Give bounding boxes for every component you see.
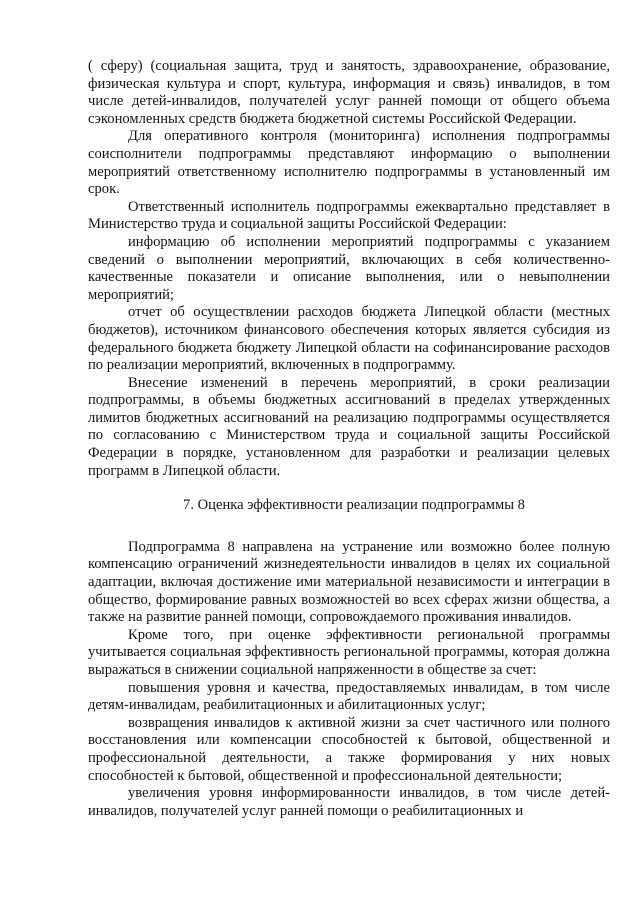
- paragraph-social-efficiency: Кроме того, при оценке эффективности региональной программы учитывается социальная эффективность региональной программы, которая должна выражаться в снижении социальной напряженности в обществе за счет:: [88, 626, 610, 678]
- paragraph-sphere-continuation: ( сферу) (социальная защита, труд и занятость, здравоохранение, образование, физическая культура и спорт, культура, информация и связь) инвалидов, в том числе детей-инвалидов, получателей услуг ранней помощи от общего объема сэкономленных средств бюджета бюджетной системы Российской Федерации.: [88, 58, 610, 127]
- paragraph-monitoring: Для оперативного контроля (мониторинга) исполнения подпрограммы соисполнители подпрограммы представляют информацию о выполнении мероприятий ответственному исполнителю подпрограммы в установленный им срок.: [88, 128, 610, 198]
- paragraph-execution-info: информацию об исполнении мероприятий подпрограммы с указанием сведений о выполнении мероприятий, включающих в себя количественно-качественные показатели и описание выполнения, или о невыполнении мероприятий;: [88, 233, 610, 303]
- paragraph-awareness: увеличения уровня информированности инвалидов, в том числе детей-инвалидов, получателей услуг ранней помощи о реабилитационных и: [88, 785, 610, 819]
- section-heading: 7. Оценка эффективности реализации подпрограммы 8: [183, 497, 525, 514]
- spacer: [88, 515, 610, 539]
- paragraph-return-to-life: возвращения инвалидов к активной жизни за счет частичного или полного восстановления или компенсации способностей к бытовой, общественной и профессиональной деятельности, а также формирования у них новых способностей к бытовой, общественной и профессиональной деятельности;: [88, 714, 610, 784]
- paragraph-quarterly-report: Ответственный исполнитель подпрограммы ежеквартально представляет в Министерство труда и социальной защиты Российской Федерации:: [88, 198, 610, 233]
- paragraph-expense-report: отчет об осуществлении расходов бюджета Липецкой области (местных бюджетов), источником финансового обеспечения которых является субсидия из федерального бюджета бюджету Липецкой области на софинансирование расходов по реализации мероприятий, включенных в подпрограмму.: [88, 304, 610, 374]
- document-page: [88, 58, 610, 820]
- paragraph-subprogram-aim: Подпрограмма 8 направлена на устранение или возможно более полную компенсацию ограничений жизнедеятельности инвалидов в целях их социальной адаптации, включая достижение ими материальной независимости и интеграции в общество, формирование равных возможностей во всех сферах жизни общества, а также на развитие ранней помощи, сопровождаемого проживания инвалидов.: [88, 538, 610, 626]
- spacer: [88, 480, 610, 497]
- paragraph-service-quality: повышения уровня и качества, предоставляемых инвалидам, в том числе детям-инвалидам, реабилитационных и абилитационных услуг;: [88, 679, 610, 714]
- paragraph-changes: Внесение изменений в перечень мероприятий, в сроки реализации подпрограммы, в объемы бюджетных ассигнований в пределах утвержденных лимитов бюджетных ассигнований на реализацию подпрограммы осуществляется по согласованию с Министерством труда и социальной защиты Российской Федерации в порядке, установленном для разработки и реализации целевых программ в Липецкой области.: [88, 374, 610, 479]
